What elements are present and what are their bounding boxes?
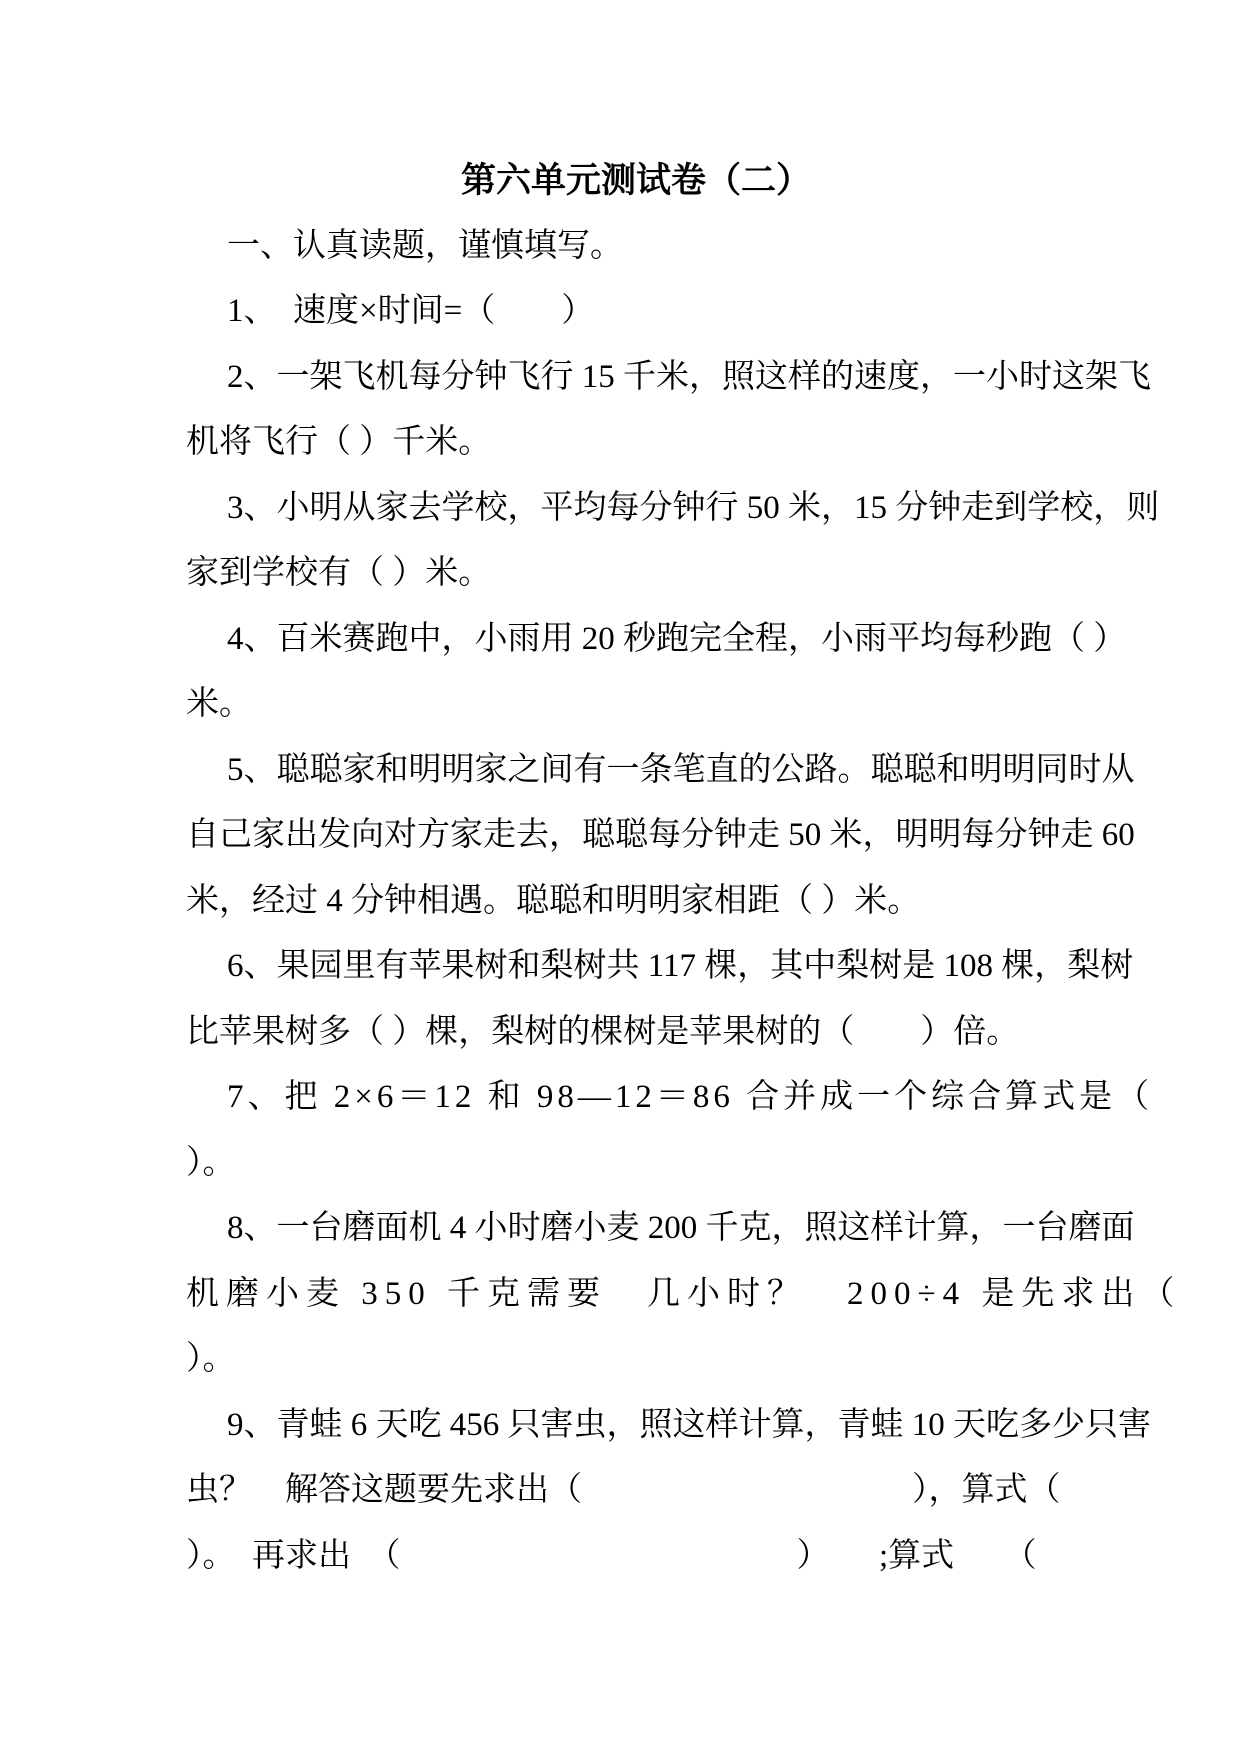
question-7-line-2: ）。 xyxy=(186,1144,236,1181)
section-heading: 一、认真读题，谨慎填写。 xyxy=(227,227,623,264)
question-2-line-1: 2、一架飞机每分钟飞行 15 千米，照这样的速度，一小时这架飞 xyxy=(227,358,1151,395)
question-6-line-2: 比苹果树多（ ）棵，梨树的棵树是苹果树的（ ）倍。 xyxy=(186,1013,1020,1050)
question-8-line-3: ）。 xyxy=(186,1341,236,1377)
question-9-line-3: ）。 再求出 （ ） ;算式 （ xyxy=(186,1537,1037,1574)
question-1: 1、 速度×时间=（ ） xyxy=(227,293,595,329)
question-5-line-2: 自己家出发向对方家走去，聪聪每分钟走 50 米，明明每分钟走 60 xyxy=(186,817,1135,853)
question-6-line-1: 6、果园里有苹果树和梨树共 117 棵，其中梨树是 108 棵，梨树 xyxy=(227,948,1134,984)
question-5-line-1: 5、聪聪家和明明家之间有一条笔直的公路。聪聪和明明同时从 xyxy=(227,751,1135,788)
question-4-line-1: 4、百米赛跑中，小雨用 20 秒跑完全程，小雨平均每秒跑（ ） xyxy=(227,620,1127,657)
question-3-line-2: 家到学校有（ ）米。 xyxy=(186,555,492,591)
question-5-line-3: 米，经过 4 分钟相遇。聪聪和明明家相距（ ）米。 xyxy=(186,882,921,919)
question-9-line-1: 9、青蛙 6 天吃 456 只害虫，照这样计算，青蛙 10 天吃多少只害 xyxy=(227,1406,1151,1443)
question-4-line-2: 米。 xyxy=(186,686,252,722)
test-paper-body xyxy=(186,148,1182,1589)
question-3-line-1: 3、小明从家去学校，平均每分钟行 50 米，15 分钟走到学校，则 xyxy=(227,489,1160,526)
question-8-line-1: 8、一台磨面机 4 小时磨小麦 200 千克，照这样计算，一台磨面 xyxy=(227,1210,1135,1246)
question-9-line-2: 虫？ 解答这题要先求出（ ），算式（ xyxy=(186,1472,1061,1508)
question-2-line-2: 机将飞行（ ）千米。 xyxy=(186,424,492,460)
question-8-line-2: 机磨小麦 350 千克需要 几小时？ 200÷4 是先求出（ xyxy=(186,1275,1182,1312)
page-title: 第六单元测试卷（二） xyxy=(460,161,811,200)
question-7-line-1: 7、把 2×6＝12 和 98—12＝86 合并成一个综合算式是（ xyxy=(227,1079,1154,1115)
